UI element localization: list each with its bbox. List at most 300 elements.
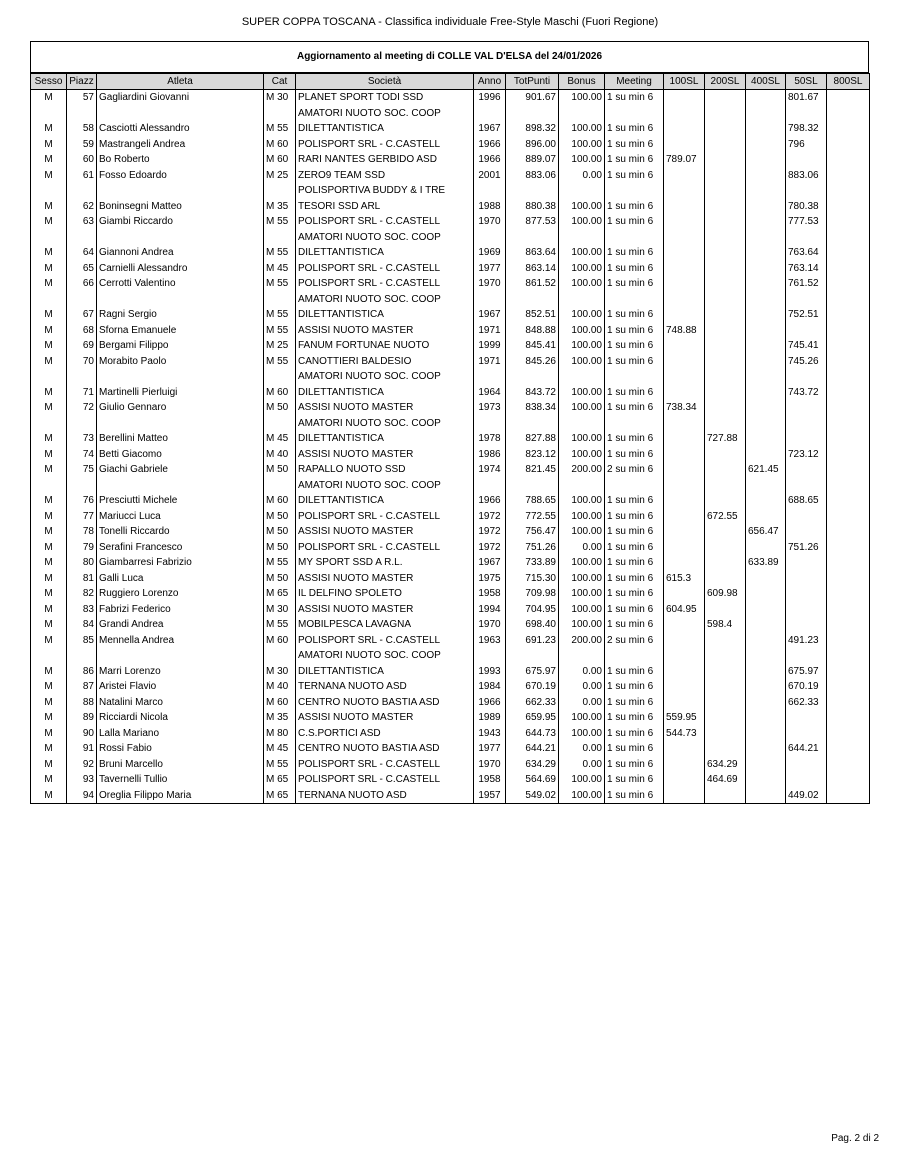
- cell-50sl-spacer: [786, 478, 827, 494]
- cell-societa: POLISPORT SRL - C.CASTELL: [296, 276, 474, 292]
- cell-cat: M 40: [264, 447, 296, 463]
- cell-sesso: M: [31, 726, 67, 742]
- cell-sesso: M: [31, 710, 67, 726]
- cell-atleta-spacer: [97, 292, 264, 308]
- cell-cat: M 55: [264, 555, 296, 571]
- cell-bonus: 100.00: [559, 524, 605, 540]
- cell-200sl: [705, 633, 746, 649]
- cell-piazz: 58: [67, 121, 97, 137]
- table-row: [31, 617, 870, 633]
- cell-100sl-spacer: [664, 478, 705, 494]
- cell-societa: MY SPORT SSD A R.L.: [296, 555, 474, 571]
- cell-anno: 1974: [474, 462, 506, 478]
- cell-50sl: [786, 602, 827, 618]
- cell-totpunti: 827.88: [506, 431, 559, 447]
- cell-piazz: 69: [67, 338, 97, 354]
- cell-atleta: Betti Giacomo: [97, 447, 264, 463]
- cell-atleta-spacer: [97, 369, 264, 385]
- cell-meeting: 1 su min 6: [605, 137, 664, 153]
- cell-100sl: [664, 276, 705, 292]
- cell-400sl: [746, 261, 786, 277]
- cell-bonus: 100.00: [559, 788, 605, 804]
- cell-800sl: [827, 540, 870, 556]
- cell-400sl-spacer: [746, 478, 786, 494]
- cell-cat: M 30: [264, 90, 296, 106]
- cell-100sl: [664, 540, 705, 556]
- cell-piazz: 72: [67, 400, 97, 416]
- cell-cat: M 65: [264, 788, 296, 804]
- cell-societa: DILETTANTISTICA: [296, 385, 474, 401]
- cell-bonus: 100.00: [559, 385, 605, 401]
- cell-sesso: M: [31, 307, 67, 323]
- cell-meeting: 1 su min 6: [605, 447, 664, 463]
- cell-piazz: 83: [67, 602, 97, 618]
- cell-piazz: 87: [67, 679, 97, 695]
- cell-200sl: [705, 741, 746, 757]
- cell-400sl: [746, 757, 786, 773]
- cell-800sl: [827, 524, 870, 540]
- cell-50sl: 796: [786, 137, 827, 153]
- cell-800sl-spacer: [827, 106, 870, 122]
- cell-bonus: 100.00: [559, 338, 605, 354]
- cell-50sl: 743.72: [786, 385, 827, 401]
- table-row: [31, 400, 870, 416]
- cell-societa: TERNANA NUOTO ASD: [296, 679, 474, 695]
- cell-400sl: [746, 199, 786, 215]
- cell-totpunti: 889.07: [506, 152, 559, 168]
- cell-societa: DILETTANTISTICA: [296, 664, 474, 680]
- cell-200sl-spacer: [705, 183, 746, 199]
- cell-atleta: Aristei Flavio: [97, 679, 264, 695]
- cell-anno: 1972: [474, 524, 506, 540]
- cell-anno: 1999: [474, 338, 506, 354]
- cell-anno: 1966: [474, 137, 506, 153]
- cell-totpunti: 670.19: [506, 679, 559, 695]
- cell-800sl: [827, 152, 870, 168]
- results-frame: [30, 41, 869, 804]
- cell-anno: 1966: [474, 493, 506, 509]
- cell-50sl-spacer: [786, 369, 827, 385]
- cell-anno: 1971: [474, 354, 506, 370]
- cell-200sl: [705, 462, 746, 478]
- cell-cat: M 45: [264, 741, 296, 757]
- cell-800sl: [827, 338, 870, 354]
- cell-800sl: [827, 586, 870, 602]
- cell-totpunti: 564.69: [506, 772, 559, 788]
- cell-atleta: Giambi Riccardo: [97, 214, 264, 230]
- cell-800sl: [827, 555, 870, 571]
- cell-anno-spacer: [474, 416, 506, 432]
- cell-sesso: M: [31, 679, 67, 695]
- cell-meeting: 1 su min 6: [605, 168, 664, 184]
- cell-800sl: [827, 757, 870, 773]
- cell-400sl: [746, 90, 786, 106]
- cell-200sl: [705, 400, 746, 416]
- cell-bonus-spacer: [559, 106, 605, 122]
- cell-totpunti-spacer: [506, 106, 559, 122]
- cell-800sl: [827, 385, 870, 401]
- cell-piazz: 60: [67, 152, 97, 168]
- cell-atleta-spacer: [97, 416, 264, 432]
- cell-100sl: [664, 757, 705, 773]
- cell-sesso: M: [31, 602, 67, 618]
- cell-200sl-spacer: [705, 648, 746, 664]
- cell-piazz-spacer: [67, 369, 97, 385]
- cell-atleta: Ricciardi Nicola: [97, 710, 264, 726]
- cell-800sl: [827, 741, 870, 757]
- cell-400sl: [746, 726, 786, 742]
- cell-400sl: [746, 431, 786, 447]
- col-header-800sl: 800SL: [827, 74, 870, 90]
- cell-bonus: 100.00: [559, 354, 605, 370]
- cell-50sl-spacer: [786, 183, 827, 199]
- cell-totpunti: 880.38: [506, 199, 559, 215]
- cell-200sl: [705, 555, 746, 571]
- cell-50sl: 801.67: [786, 90, 827, 106]
- table-row: [31, 757, 870, 773]
- cell-piazz: 88: [67, 695, 97, 711]
- cell-100sl: [664, 431, 705, 447]
- cell-50sl: 675.97: [786, 664, 827, 680]
- cell-bonus: 200.00: [559, 462, 605, 478]
- col-header-atleta: Atleta: [97, 74, 264, 90]
- table-row: [31, 168, 870, 184]
- cell-atleta: Marri Lorenzo: [97, 664, 264, 680]
- cell-atleta: Mariucci Luca: [97, 509, 264, 525]
- cell-anno: 1969: [474, 245, 506, 261]
- cell-sesso: M: [31, 788, 67, 804]
- cell-sesso: M: [31, 741, 67, 757]
- cell-anno: 1967: [474, 307, 506, 323]
- cell-400sl: [746, 788, 786, 804]
- cell-bonus: 100.00: [559, 121, 605, 137]
- cell-atleta: Giannoni Andrea: [97, 245, 264, 261]
- cell-meeting: 2 su min 6: [605, 462, 664, 478]
- cell-atleta: Fabrizi Federico: [97, 602, 264, 618]
- cell-societa: POLISPORT SRL - C.CASTELL: [296, 540, 474, 556]
- cell-societa: POLISPORT SRL - C.CASTELL: [296, 214, 474, 230]
- cell-totpunti: 788.65: [506, 493, 559, 509]
- cell-piazz: 73: [67, 431, 97, 447]
- cell-100sl: [664, 338, 705, 354]
- cell-400sl: [746, 509, 786, 525]
- cell-sesso: M: [31, 462, 67, 478]
- cell-bonus: 0.00: [559, 168, 605, 184]
- cell-sesso: M: [31, 245, 67, 261]
- cell-50sl: 688.65: [786, 493, 827, 509]
- cell-sesso: M: [31, 261, 67, 277]
- cell-sesso-spacer: [31, 292, 67, 308]
- table-row: [31, 276, 870, 292]
- cell-100sl: [664, 168, 705, 184]
- cell-totpunti: 675.97: [506, 664, 559, 680]
- cell-meeting: 1 su min 6: [605, 152, 664, 168]
- cell-bonus: 100.00: [559, 710, 605, 726]
- cell-400sl: [746, 338, 786, 354]
- cell-100sl: [664, 664, 705, 680]
- cell-cat: M 60: [264, 493, 296, 509]
- table-row: [31, 90, 870, 106]
- cell-meeting: 1 su min 6: [605, 400, 664, 416]
- cell-totpunti-spacer: [506, 416, 559, 432]
- cell-100sl: [664, 354, 705, 370]
- cell-100sl: 748.88: [664, 323, 705, 339]
- cell-totpunti: 733.89: [506, 555, 559, 571]
- cell-meeting: 1 su min 6: [605, 261, 664, 277]
- cell-bonus: 100.00: [559, 90, 605, 106]
- cell-piazz: 86: [67, 664, 97, 680]
- cell-800sl: [827, 137, 870, 153]
- cell-100sl: [664, 121, 705, 137]
- cell-anno: 1967: [474, 555, 506, 571]
- cell-100sl: 559.95: [664, 710, 705, 726]
- table-row: [31, 152, 870, 168]
- cell-400sl: [746, 385, 786, 401]
- cell-50sl: [786, 772, 827, 788]
- cell-400sl-spacer: [746, 106, 786, 122]
- cell-50sl: 752.51: [786, 307, 827, 323]
- cell-atleta: Berellini Matteo: [97, 431, 264, 447]
- cell-400sl-spacer: [746, 230, 786, 246]
- cell-totpunti: 883.06: [506, 168, 559, 184]
- table-row: [31, 245, 870, 261]
- cell-meeting: 1 su min 6: [605, 555, 664, 571]
- cell-800sl: [827, 261, 870, 277]
- cell-400sl: 621.45: [746, 462, 786, 478]
- cell-sesso: M: [31, 323, 67, 339]
- cell-totpunti: 644.21: [506, 741, 559, 757]
- cell-200sl: [705, 214, 746, 230]
- cell-totpunti: 843.72: [506, 385, 559, 401]
- cell-cat: M 55: [264, 617, 296, 633]
- cell-100sl: 789.07: [664, 152, 705, 168]
- cell-400sl: [746, 447, 786, 463]
- cell-800sl: [827, 447, 870, 463]
- col-header-societa: Società: [296, 74, 474, 90]
- table-row: [31, 602, 870, 618]
- cell-atleta: Bo Roberto: [97, 152, 264, 168]
- cell-societa-line1: AMATORI NUOTO SOC. COOP: [296, 648, 474, 664]
- cell-piazz: 65: [67, 261, 97, 277]
- table-row: [31, 633, 870, 649]
- cell-atleta: Presciutti Michele: [97, 493, 264, 509]
- cell-totpunti: 901.67: [506, 90, 559, 106]
- cell-200sl: [705, 447, 746, 463]
- col-header-400sl: 400SL: [746, 74, 786, 90]
- cell-bonus: 100.00: [559, 493, 605, 509]
- cell-200sl-spacer: [705, 106, 746, 122]
- cell-anno: 1966: [474, 152, 506, 168]
- cell-cat: M 55: [264, 121, 296, 137]
- cell-100sl: [664, 137, 705, 153]
- cell-200sl: [705, 540, 746, 556]
- cell-bonus-spacer: [559, 416, 605, 432]
- cell-totpunti: 863.64: [506, 245, 559, 261]
- cell-piazz: 57: [67, 90, 97, 106]
- cell-meeting-spacer: [605, 369, 664, 385]
- cell-400sl: [746, 586, 786, 602]
- cell-400sl: [746, 137, 786, 153]
- cell-atleta: Giambarresi Fabrizio: [97, 555, 264, 571]
- cell-meeting: 1 su min 6: [605, 772, 664, 788]
- cell-200sl: [705, 261, 746, 277]
- cell-50sl: [786, 710, 827, 726]
- cell-200sl: [705, 307, 746, 323]
- cell-800sl-spacer: [827, 416, 870, 432]
- cell-cat-spacer: [264, 230, 296, 246]
- table-row-society-line: [31, 292, 870, 308]
- cell-100sl-spacer: [664, 369, 705, 385]
- cell-societa: MOBILPESCA LAVAGNA: [296, 617, 474, 633]
- cell-50sl: [786, 509, 827, 525]
- cell-800sl-spacer: [827, 478, 870, 494]
- cell-meeting: 1 su min 6: [605, 586, 664, 602]
- cell-piazz: 82: [67, 586, 97, 602]
- cell-200sl: [705, 493, 746, 509]
- cell-50sl: 761.52: [786, 276, 827, 292]
- cell-piazz-spacer: [67, 106, 97, 122]
- cell-anno: 1986: [474, 447, 506, 463]
- cell-bonus: 100.00: [559, 276, 605, 292]
- cell-bonus-spacer: [559, 648, 605, 664]
- cell-societa: POLISPORT SRL - C.CASTELL: [296, 137, 474, 153]
- cell-50sl: 798.32: [786, 121, 827, 137]
- cell-societa: DILETTANTISTICA: [296, 431, 474, 447]
- cell-meeting: 1 su min 6: [605, 710, 664, 726]
- cell-piazz: 90: [67, 726, 97, 742]
- cell-200sl: [705, 524, 746, 540]
- document-title: SUPER COPPA TOSCANA - Classifica individuale Free-Style Maschi (Fuori Regione): [241, 16, 659, 28]
- cell-cat: M 50: [264, 509, 296, 525]
- cell-societa: DILETTANTISTICA: [296, 307, 474, 323]
- cell-200sl: [705, 664, 746, 680]
- cell-totpunti: 823.12: [506, 447, 559, 463]
- cell-societa: CENTRO NUOTO BASTIA ASD: [296, 741, 474, 757]
- cell-400sl: [746, 571, 786, 587]
- cell-meeting: 1 su min 6: [605, 726, 664, 742]
- cell-anno: 1964: [474, 385, 506, 401]
- cell-bonus: 100.00: [559, 307, 605, 323]
- cell-bonus: 100.00: [559, 214, 605, 230]
- cell-meeting: 1 su min 6: [605, 509, 664, 525]
- cell-societa: RAPALLO NUOTO SSD: [296, 462, 474, 478]
- cell-400sl-spacer: [746, 416, 786, 432]
- cell-sesso: M: [31, 664, 67, 680]
- cell-bonus-spacer: [559, 369, 605, 385]
- table-row: [31, 509, 870, 525]
- cell-200sl: [705, 710, 746, 726]
- cell-cat: M 50: [264, 462, 296, 478]
- cell-800sl-spacer: [827, 183, 870, 199]
- cell-50sl: 670.19: [786, 679, 827, 695]
- cell-800sl: [827, 168, 870, 184]
- cell-societa: POLISPORT SRL - C.CASTELL: [296, 509, 474, 525]
- table-row: [31, 524, 870, 540]
- cell-atleta: Rossi Fabio: [97, 741, 264, 757]
- cell-atleta: Carnielli Alessandro: [97, 261, 264, 277]
- cell-800sl-spacer: [827, 369, 870, 385]
- cell-100sl: [664, 385, 705, 401]
- cell-800sl: [827, 493, 870, 509]
- cell-anno: 1972: [474, 509, 506, 525]
- cell-800sl: [827, 214, 870, 230]
- cell-800sl: [827, 664, 870, 680]
- cell-totpunti: 821.45: [506, 462, 559, 478]
- cell-societa: ZERO9 TEAM SSD: [296, 168, 474, 184]
- table-row: [31, 710, 870, 726]
- cell-bonus: 100.00: [559, 323, 605, 339]
- cell-piazz-spacer: [67, 648, 97, 664]
- cell-totpunti: 772.55: [506, 509, 559, 525]
- cell-societa: ASSISI NUOTO MASTER: [296, 602, 474, 618]
- cell-sesso: M: [31, 338, 67, 354]
- cell-sesso: M: [31, 137, 67, 153]
- cell-totpunti: 662.33: [506, 695, 559, 711]
- cell-200sl: [705, 245, 746, 261]
- cell-cat: M 55: [264, 323, 296, 339]
- table-row: [31, 137, 870, 153]
- cell-cat-spacer: [264, 478, 296, 494]
- cell-meeting-spacer: [605, 416, 664, 432]
- cell-atleta-spacer: [97, 478, 264, 494]
- cell-50sl: [786, 152, 827, 168]
- cell-cat-spacer: [264, 416, 296, 432]
- cell-piazz: 91: [67, 741, 97, 757]
- cell-400sl: 656.47: [746, 524, 786, 540]
- cell-cat: M 50: [264, 524, 296, 540]
- cell-400sl: [746, 245, 786, 261]
- cell-totpunti: 852.51: [506, 307, 559, 323]
- cell-atleta: Tonelli Riccardo: [97, 524, 264, 540]
- cell-200sl: [705, 137, 746, 153]
- cell-cat: M 60: [264, 152, 296, 168]
- cell-societa-line1: AMATORI NUOTO SOC. COOP: [296, 230, 474, 246]
- cell-800sl: [827, 400, 870, 416]
- cell-50sl: [786, 323, 827, 339]
- cell-anno: 1957: [474, 788, 506, 804]
- cell-societa-line1: AMATORI NUOTO SOC. COOP: [296, 478, 474, 494]
- cell-meeting: 1 su min 6: [605, 245, 664, 261]
- cell-anno: 1996: [474, 90, 506, 106]
- cell-100sl: [664, 788, 705, 804]
- cell-atleta: Bruni Marcello: [97, 757, 264, 773]
- col-header-100sl: 100SL: [664, 74, 705, 90]
- cell-totpunti: 644.73: [506, 726, 559, 742]
- results-table: [30, 73, 870, 804]
- cell-bonus: 100.00: [559, 261, 605, 277]
- cell-anno: 1993: [474, 664, 506, 680]
- cell-sesso: M: [31, 121, 67, 137]
- cell-sesso: M: [31, 586, 67, 602]
- cell-societa: DILETTANTISTICA: [296, 121, 474, 137]
- cell-piazz: 79: [67, 540, 97, 556]
- cell-societa: ASSISI NUOTO MASTER: [296, 447, 474, 463]
- cell-piazz: 89: [67, 710, 97, 726]
- cell-piazz-spacer: [67, 230, 97, 246]
- cell-800sl: [827, 726, 870, 742]
- cell-50sl: 644.21: [786, 741, 827, 757]
- cell-400sl: [746, 602, 786, 618]
- cell-sesso: M: [31, 276, 67, 292]
- cell-100sl: [664, 695, 705, 711]
- cell-piazz-spacer: [67, 183, 97, 199]
- cell-anno: 2001: [474, 168, 506, 184]
- cell-anno: 1973: [474, 400, 506, 416]
- cell-50sl: 449.02: [786, 788, 827, 804]
- cell-200sl: [705, 726, 746, 742]
- cell-totpunti: 751.26: [506, 540, 559, 556]
- col-header-meeting: Meeting: [605, 74, 664, 90]
